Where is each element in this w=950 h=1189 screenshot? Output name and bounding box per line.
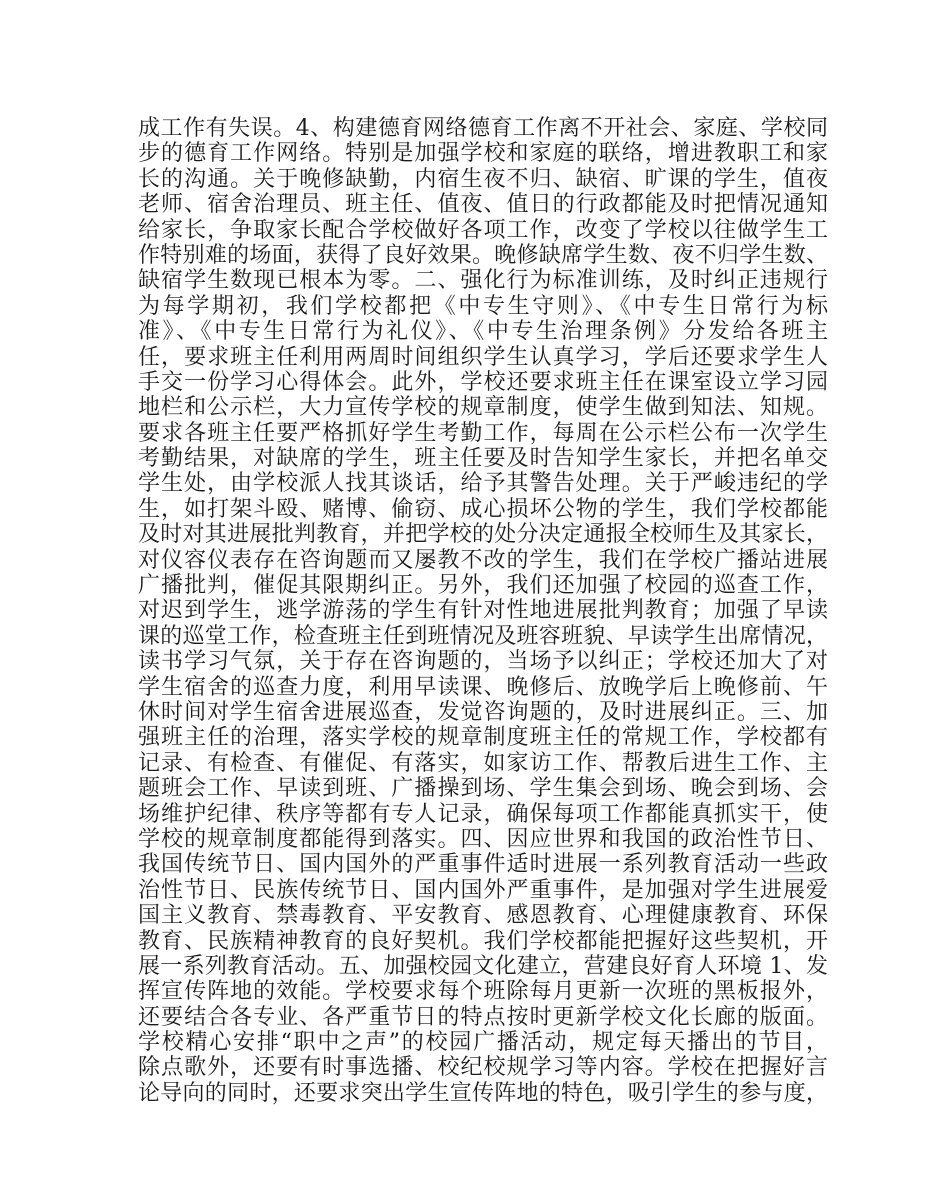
- text-line: 学生宿舍的巡查力度，利用早读课、晚修后、放晚学后上晚修前、午: [138, 674, 828, 700]
- text-line: 治性节日、民族传统节日、国内国外严重事件，是加强对学生进展爱: [138, 877, 828, 903]
- text-line: 学校精心安排“职中之声”的校园广播活动，规定每天播出的节目，: [138, 1030, 828, 1056]
- text-line: 论导向的同时，还要求突出学生宣传阵地的特色，吸引学生的参与度，: [138, 1080, 828, 1106]
- text-line: 为每学期初，我们学校都把《中专生守则》、《中专生日常行为标: [138, 293, 828, 319]
- body-text: [138, 116, 828, 1106]
- text-line: 读书学习气氛，关于存在咨询题的，当场予以纠正；学校还加大了对: [138, 649, 828, 675]
- text-line: 广播批判，催促其限期纠正。另外，我们还加强了校园的巡查工作，: [138, 573, 828, 599]
- text-line: 手交一份学习心得体会。此外，学校还要求班主任在课室设立学习园: [138, 369, 828, 395]
- text-line: 要求各班主任要严格抓好学生考勤工作，每周在公示栏公布一次学生: [138, 420, 828, 446]
- text-line: 记录、有检查、有催促、有落实，如家访工作、帮教后进生工作、主: [138, 750, 828, 776]
- text-line: 及时对其进展批判教育，并把学校的处分决定通报全校师生及其家长，: [138, 522, 828, 548]
- text-line: 挥宣传阵地的效能。学校要求每个班除每月更新一次班的黑板报外，: [138, 979, 828, 1005]
- text-line: 教育、民族精神教育的良好契机。我们学校都能把握好这些契机，开: [138, 928, 828, 954]
- text-line: 休时间对学生宿舍进展巡查，发觉咨询题的，及时进展纠正。三、加: [138, 699, 828, 725]
- text-line: 对迟到学生，逃学游荡的学生有针对性地进展批判教育；加强了早读: [138, 598, 828, 624]
- text-line: 地栏和公示栏，大力宣传学校的规章制度，使学生做到知法、知规。: [138, 395, 828, 421]
- text-line: 我国传统节日、国内国外的严重事件适时进展一系列教育活动一些政: [138, 852, 828, 878]
- text-line: 长的沟通。关于晚修缺勤，内宿生夜不归、缺宿、旷课的学生，值夜: [138, 166, 828, 192]
- text-line: 学校的规章制度都能得到落实。四、因应世界和我国的政治性节日、: [138, 826, 828, 852]
- text-line: 作特别难的场面，获得了良好效果。晚修缺席学生数、夜不归学生数、: [138, 242, 828, 268]
- text-line: 准》、《中专生日常行为礼仪》、《中专生治理条例》分发给各班主: [138, 319, 828, 345]
- text-line: 给家长，争取家长配合学校做好各项工作，改变了学校以往做学生工: [138, 217, 828, 243]
- text-line: 强班主任的治理，落实学校的规章制度班主任的常规工作，学校都有: [138, 725, 828, 751]
- text-line: 课的巡堂工作，检查班主任到班情况及班容班貌、早读学生出席情况，: [138, 623, 828, 649]
- text-line: 还要结合各专业、各严重节日的特点按时更新学校文化长廊的版面。: [138, 1004, 828, 1030]
- text-line: 成工作有失误。4、构建德育网络德育工作离不开社会、家庭、学校同: [138, 116, 828, 141]
- text-line: 展一系列教育活动。五、加强校园文化建立，营建良好育人环境 1、发: [138, 953, 828, 979]
- text-line: 步的德育工作网络。特别是加强学校和家庭的联络，增进教职工和家: [138, 141, 828, 167]
- text-line: 任，要求班主任利用两周时间组织学生认真学习，学后还要求学生人: [138, 344, 828, 370]
- text-line: 学生处，由学校派人找其谈话，给予其警告处理。关于严峻违纪的学: [138, 471, 828, 497]
- text-line: 国主义教育、禁毒教育、平安教育、感恩教育、心理健康教育、环保: [138, 903, 828, 929]
- text-line: 场维护纪律、秩序等都有专人记录，确保每项工作都能真抓实干，使: [138, 801, 828, 827]
- text-line: 生，如打架斗殴、赌博、偷窃、成心损坏公物的学生，我们学校都能: [138, 496, 828, 522]
- text-line: 老师、宿舍治理员、班主任、值夜、值日的行政都能及时把情况通知: [138, 192, 828, 218]
- text-line: 除点歌外，还要有时事选播、校纪校规学习等内容。学校在把握好言: [138, 1055, 828, 1081]
- text-line: 缺宿学生数现已根本为零。二、强化行为标准训练，及时纠正违规行: [138, 268, 828, 294]
- text-line: 考勤结果，对缺席的学生，班主任要及时告知学生家长，并把名单交: [138, 446, 828, 472]
- text-line: 题班会工作、早读到班、广播操到场、学生集会到场、晚会到场、会: [138, 776, 828, 802]
- text-line: 对仪容仪表存在咨询题而又屡教不改的学生，我们在学校广播站进展: [138, 547, 828, 573]
